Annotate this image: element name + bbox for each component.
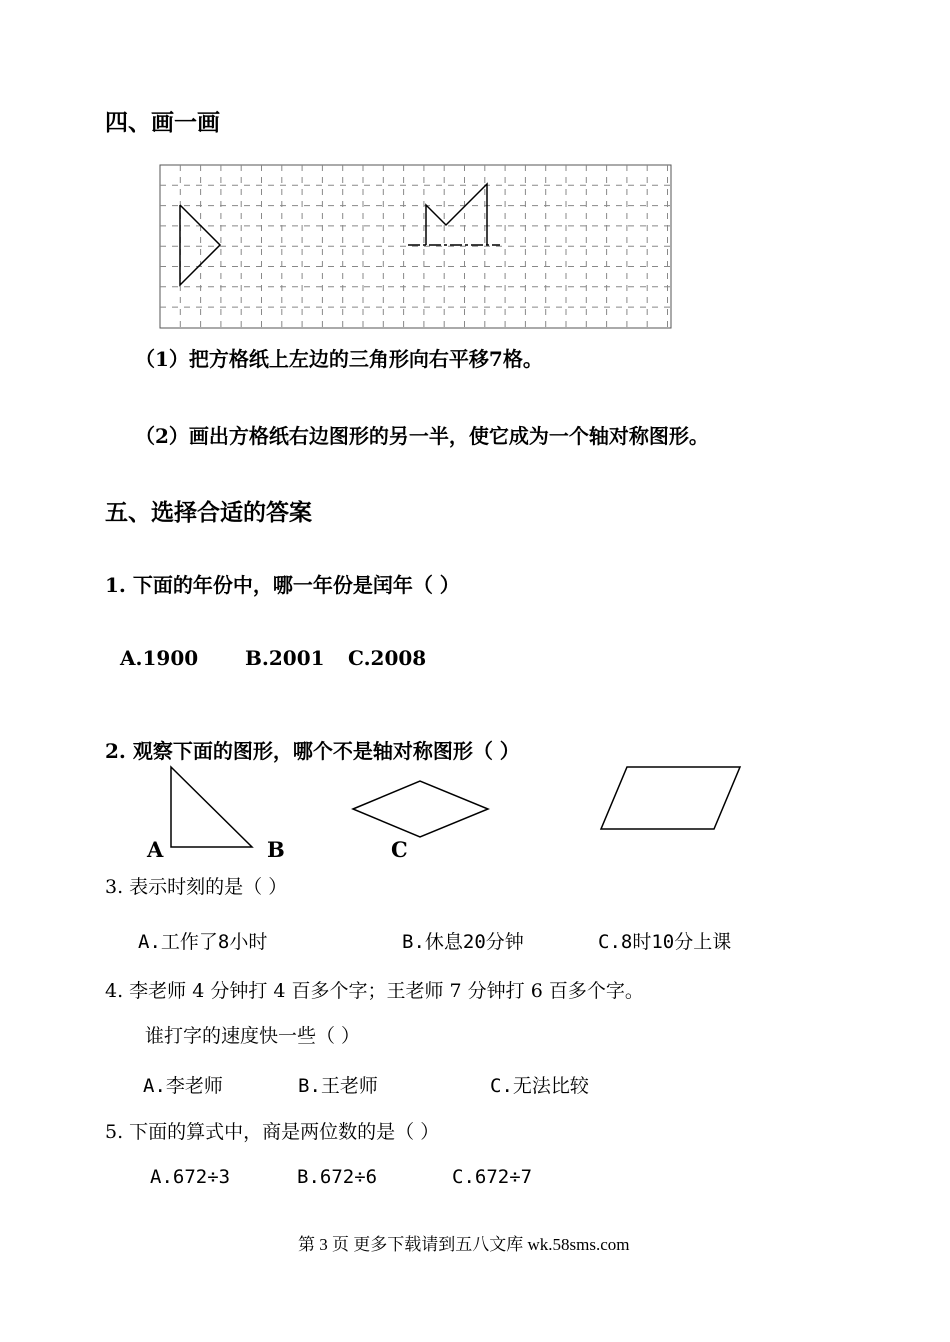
section5-heading: 五、选择合适的答案 [105, 499, 312, 526]
page-footer: 第 3 页 更多下载请到五八文库 wk.58sms.com [298, 1235, 630, 1254]
q5-option-b: B.672÷6 [297, 1166, 378, 1188]
right-triangle [171, 767, 252, 847]
q2-label-b: B [267, 837, 285, 862]
question-4-line2: 谁打字的速度快一些（ ） [145, 1025, 361, 1047]
q1-option-b: B.2001 [245, 646, 325, 670]
rhombus [353, 781, 488, 837]
q1-option-a: A.1900 [120, 646, 199, 670]
section4-heading: 四、画一画 [105, 109, 220, 136]
grid-dashed-lines [160, 165, 671, 328]
q1-option-c: C.2008 [348, 646, 427, 670]
q2-label-a: A [147, 837, 164, 862]
left-triangle [180, 205, 220, 285]
q3-option-c: C.8时10分上课 [598, 931, 732, 953]
q4-option-b: B.王老师 [298, 1075, 378, 1097]
parallelogram [601, 767, 740, 829]
question-5: 5. 下面的算式中，商是两位数的是（ ） [105, 1121, 440, 1143]
q4-option-c: C.无法比较 [490, 1075, 589, 1097]
instruction-1: （1）把方格纸上左边的三角形向右平移7格。 [135, 347, 543, 371]
q5-option-c: C.672÷7 [452, 1166, 533, 1188]
grid-paper [160, 165, 671, 328]
q2-label-c: C [391, 837, 408, 862]
q3-option-a: A.工作了8小时 [138, 931, 268, 953]
q3-option-b: B.休息20分钟 [402, 931, 524, 953]
question-3: 3. 表示时刻的是（ ） [105, 876, 288, 898]
q5-option-a: A.672÷3 [150, 1166, 231, 1188]
question-1: 1. 下面的年份中，哪一年份是闰年（ ） [105, 573, 460, 597]
question-2: 2. 观察下面的图形，哪个不是轴对称图形（ ） [105, 739, 520, 763]
question-4: 4. 李老师 4 分钟打 4 百多个字；王老师 7 分钟打 6 百多个字。 [105, 980, 644, 1002]
instruction-2: （2）画出方格纸右边图形的另一半，使它成为一个轴对称图形。 [135, 424, 709, 448]
q4-option-a: A.李老师 [143, 1075, 223, 1097]
half-shape [426, 184, 487, 245]
